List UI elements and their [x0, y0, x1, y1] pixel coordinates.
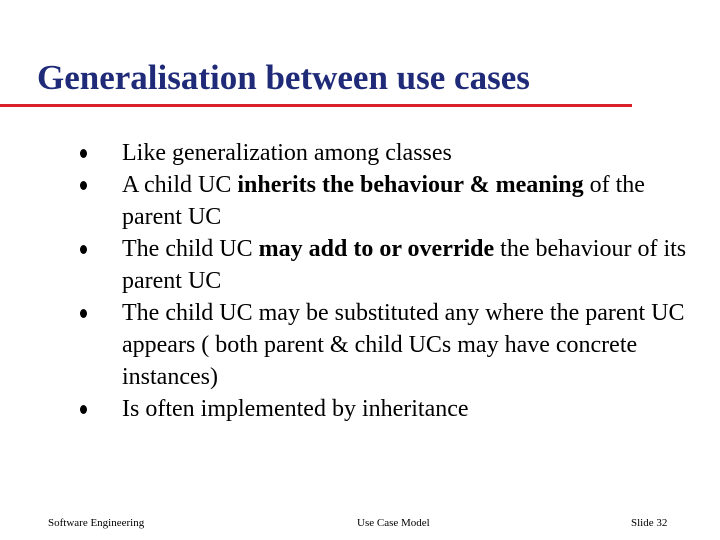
bullet-dot-icon: [80, 149, 87, 158]
bullet-text-part: of the parent UC: [122, 172, 645, 230]
bullet-dot-icon: [80, 309, 87, 318]
bullet-text: [122, 140, 452, 166]
bullet-text: [122, 300, 685, 390]
bullet-item: [80, 297, 700, 393]
bullet-dot-icon: [80, 181, 87, 190]
bullet-text-part: the behaviour of its parent UC: [122, 236, 687, 294]
bullet-text: [122, 396, 469, 422]
bullet-item: [80, 393, 700, 425]
bullet-text: [122, 236, 686, 294]
bullet-dot-icon: [80, 245, 87, 254]
footer-topic: Use Case Model: [357, 517, 430, 529]
bullet-text-part: Like generalization among classes: [122, 140, 452, 166]
title-underline: [0, 104, 632, 107]
bullet-dot-icon: [80, 405, 87, 414]
bullet-item: [80, 169, 700, 233]
bullet-text: [122, 172, 645, 230]
bullet-text-part: A child UC: [122, 172, 238, 198]
bullet-text-bold-part: may add to or override: [258, 236, 495, 262]
bullet-text-bold-part: inherits the behaviour & meaning: [237, 172, 584, 198]
bullet-text-part: The child UC: [122, 236, 259, 262]
bullet-list: [80, 137, 700, 425]
bullet-item: [80, 137, 700, 169]
footer-course: Software Engineering: [48, 517, 145, 529]
slide-title: Generalisation between use cases: [37, 58, 530, 97]
bullet-item: [80, 233, 700, 297]
bullet-text-part: The child UC may be substituted any where the parent UC appears ( both parent & child UCs may have concrete instances): [122, 300, 685, 390]
footer-slide-number: Slide 32: [631, 517, 668, 529]
bullet-text-part: Is often implemented by inheritance: [122, 396, 469, 422]
